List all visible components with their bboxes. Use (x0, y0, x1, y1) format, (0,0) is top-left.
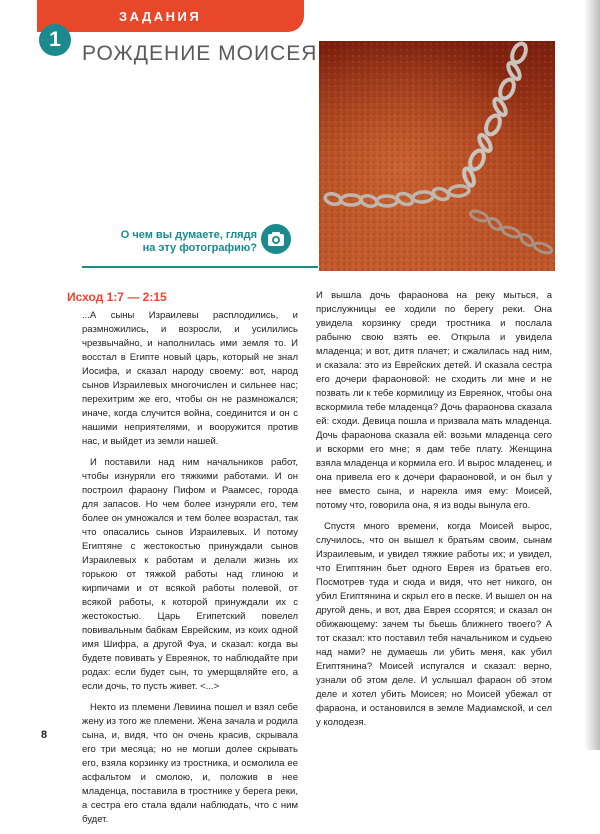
divider-line (82, 266, 318, 268)
chain-in-soil-photo (319, 41, 555, 271)
scripture-reference: Исход 1:7 — 2:15 (67, 290, 167, 304)
section-label: ЗАДАНИЯ (119, 9, 202, 24)
text-column-left (82, 309, 298, 834)
section-header-bar (37, 0, 304, 32)
page-number: 8 (41, 729, 48, 741)
paragraph: ...А сыны Израилевы расплодились, и размножились, и возросли, и усилились чрезвычайно, и наполнилась ими земля то. И восстал в Египте новый царь, который не знал Иосифа, и сказал народу своему: вот, народ сынов Израилевых многочислен и сильнее нас; перехитрим же его, чтобы он не размножался; иначе, когда случится война, соединится и он с нашими неприятелями, и вооружится против нас, и выйдет из земли нашей. (82, 310, 298, 447)
paragraph: И поставили над ним начальников работ, чтобы изнуряли его тяжкими работами. И он построил фараону Пифом и Раамсес, города для запасов. Но чем более изнуряли его, тем более он умножался и тем более возрастал, так что опасались сынов Израилевых. И потому Египтяне с жестокостью принуждали сынов Израилевых к работам и делали жизнь их горькою от тяжкой работы над глиною и кирпичами и от всякой работы полевой, от всякой работы, к которой принуждали их с жестокостью. Царь Египетский повелел повивальным бабкам Еврейским, из коих одной имя Шифра, а другой Фуа, и сказал: когда вы будете повивать у Евреянок, то наблюдайте при родах: если будет сын, то умерщвляйте его, а если дочь, то пусть живет. <...> (82, 457, 298, 692)
paragraph: Некто из племени Левиина пошел и взял себе жену из того же племени. Жена зачала и родила сына, и, видя, что он очень красив, скрывала его три месяца; но не могши долее скрывать его, взяла корзинку из тростника, и осмолила ее асфальтом и смолою, и, положив в нее младенца, поставила в тростнике у берега реки, а сестра его стала вдали наблюдать, что с ним будет. (82, 702, 298, 825)
chapter-number-badge: 1 (39, 24, 71, 56)
page-title: РОЖДЕНИЕ МОИСЕЯ (82, 42, 318, 65)
paragraph: И вышла дочь фараонова на реку мыться, а прислужницы ее ходили по берегу реки. Она увидела корзинку среди тростника и послала рабыню свою взять ее. Открыла и увидела младенца; и вот, дитя плачет; и сжалилась над ним, и сказала: это из Еврейских детей. И сказала сестра его дочери фараоновой: не сходить ли мне и не позвать ли к тебе кормилицу из Евреянок, чтобы она вскормила тебе младенца? Дочь фараонова сказала ей: сходи. Девица пошла и призвала мать младенца. Дочь фараонова сказала ей: возьми младенца сего и вскорми его мне; я дам тебе плату. Женщина взяла младенца и кормила его. И вырос младенец, и она привела его к дочери фараоновой, и он был у нее вместо сына, и нарекла имя ему: Моисей, потому что, говорила она, я из воды вынула его. (316, 290, 552, 511)
paragraph: Спустя много времени, когда Моисей вырос, случилось, что он вышел к братьям своим, сынам Израилевым, и увидел тяжкие работы их; и увидел, что Египтянин бьет одного Еврея из братьев его. Посмотрев туда и сюда и видя, что нет никого, он убил Египтянина и скрыл его в песке. И вышел он на другой день, и вот, два Еврея ссорятся; и сказал он обижающему: зачем ты бьешь ближнего твоего? А тот сказал: кто поставил тебя начальником и судьею над нами? не думаешь ли убить меня, как убил Египтянина? Моисей испугался и сказал: верно, узнали об этом деле. И услышал фараон об этом деле и хотел убить Моисея; но Моисей убежал от фараона, и остановился в земле Мадиамской, и сел у колодезя. (316, 521, 552, 728)
page-edge-shadow (584, 0, 600, 750)
camera-icon (261, 224, 291, 254)
text-column-right (316, 289, 552, 737)
photo-question: О чем вы думаете, глядя на эту фотографию? (120, 229, 257, 254)
